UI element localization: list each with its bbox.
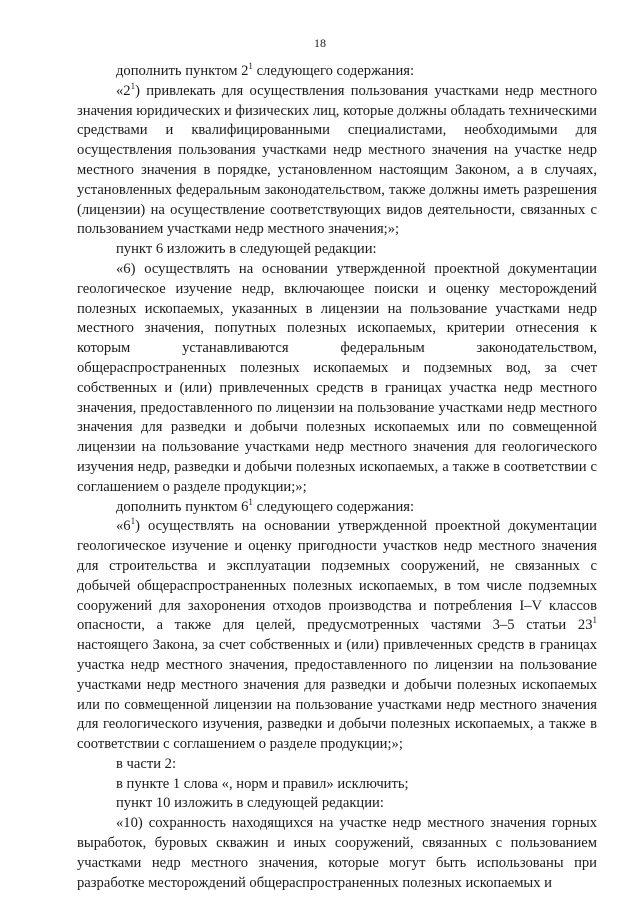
paragraph-text: настоящего Закона, за счет собственных и (или) привлеченных средств в границах участка недр местного значения, предоставленного по лицензии на пользование участками недр местного значения для разведки и добычи полезных ископаемых или по совмещенной лицензии на пользование участками недр местного значения для геологического изучения, разведки и добычи полезных ископаемых, а также в соответствии с соглашением о разделе продукции;»; [77,637,597,753]
paragraph-text: пункт 10 изложить в следующей редакции: [116,795,384,812]
paragraph-text: «2 [116,82,131,99]
paragraph-text: в пункте 1 слова «, норм и правил» исключить; [116,775,409,792]
superscript-index: 1 [130,516,136,527]
paragraph-text: в части 2: [116,755,177,772]
paragraph-text: дополнить пунктом 6 [116,498,249,515]
paragraph [77,62,597,82]
paragraph [77,814,597,893]
paragraph-text: следующего содержания: [252,63,415,79]
paragraph [77,498,597,518]
paragraph [77,755,597,775]
paragraph-text: дополнить пунктом 2 [116,63,249,79]
paragraph [77,260,597,498]
superscript-index: 1 [248,61,253,72]
paragraph [77,82,597,240]
paragraph [77,775,597,795]
paragraph-text: ) привлекать для осуществления пользования участками недр местного значения юридических и физических лиц, которые должны обладать техническими средствами и квалифицированными специалистами, необходимыми для осуществления пользования участками недр местного значения на участке недр местного значения в порядке, установленном настоящим Законом, а в случаях, установленных федеральным законодательством, также должны иметь разрешения (лицензии) на осуществление соответствующих видов деятельности, связанных с пользованием участками недр местного значения;»; [77,82,597,238]
paragraph [77,517,597,755]
superscript-index: 1 [248,496,253,507]
paragraph-text: ) осуществлять на основании утвержденной проектной документации геологическое изучение и оценку пригодности участков недр местного значения для строительства и эксплуатации подземных сооружений, не связанных с добычей общераспространенных полезных ископаемых, в том числе подземных сооружений для захоронения отходов производства и потребления I–V классов опасности, а также для целей, предусмотренных частями 3–5 статьи 23 [77,518,597,634]
document-body [77,62,597,893]
paragraph-text: следующего содержания: [252,498,415,515]
paragraph [77,794,597,814]
paragraph-text: «10) сохранность находящихся на участке недр местного значения горных выработок, буровых скважин и иных сооружений, связанных с пользованием участками недр местного значения, которые могут быть использованы при разработке месторождений общераспространенных полезных ископаемых и [77,815,597,891]
paragraph-text: «6) осуществлять на основании утвержденной проектной документации геологическое изучение недр, включающее поиски и оценку месторождений полезных ископаемых, указанных в лицензии на пользование участками недр местного значения, попутных полезных ископаемых, критерии отнесения к которым устанавливаются федеральным законодательством, общераспространенных полезных ископаемых и подземных вод, за счет собственных и (или) привлеченных средств в границах участка недр местного значения, предоставленного по лицензии на пользование участками недр местного значения для разведки и добычи полезных ископаемых или по совмещенной лицензии на пользование участками недр местного значения для геологического изучения недр, разведки и добычи полезных ископаемых, а также в соответствии с соглашением о разделе продукции;»; [77,260,597,495]
paragraph-text: пункт 6 изложить в следующей редакции: [116,241,377,258]
page-number: 18 [314,36,326,50]
paragraph [77,240,597,260]
superscript-index: 1 [130,80,136,91]
superscript-index: 1 [592,615,597,626]
paragraph-text: «6 [116,518,131,535]
